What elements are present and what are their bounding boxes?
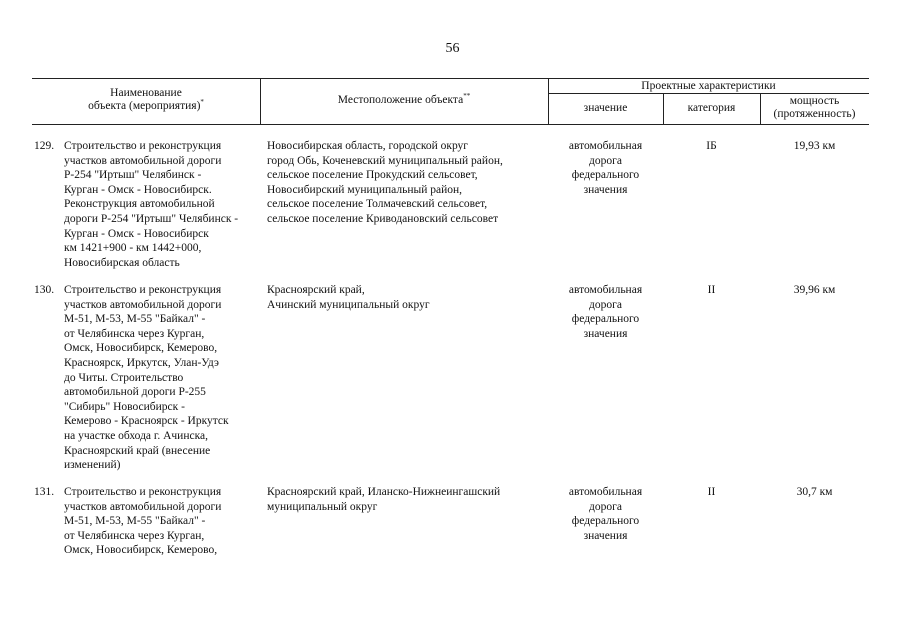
row-name: Строительство и реконструкция участков автомобильной дороги М-51, М-53, М-55 "Байкал" - от Челябинска через Курган, Омск, Новосибирск, Кемерово, Красноярск, Иркутск, Улан-Удэ до Читы. Строительство автомобильной дороги Р-255 "Сибирь" Новосибирск - Кемерово - Красноярск - Иркутск на участке обхода г. Ачинска, Красноярский край (внесение изменений)	[64, 284, 229, 472]
row-location: Красноярский край, Иланско-Нижнеингашский муниципальный округ	[267, 486, 501, 513]
header-location-text: Местоположение объекта	[337, 94, 464, 106]
header-location-footnote: **	[463, 92, 471, 101]
header-location	[260, 94, 548, 107]
row-name: Строительство и реконструкция участков автомобильной дороги М-51, М-53, М-55 "Байкал" - от Челябинска через Курган, Омск, Новосибирск, Кемерово,	[64, 486, 222, 557]
header-group-divider	[548, 93, 869, 94]
row-capacity: 30,7 км	[796, 486, 833, 498]
row-location: Новосибирская область, городской округ город Обь, Коченевский муниципальный район, сельское поселение Прокудский сельсовет, Новосибирский муниципальный район, сельское поселение Толмачевский сельсовет, сельское поселение Криводановский сельсовет	[267, 140, 503, 225]
row-number: 129.	[34, 140, 55, 152]
row-category: II	[707, 284, 716, 296]
header-group: Проектные характеристики	[641, 80, 776, 92]
page-number: 56	[445, 41, 460, 56]
row-capacity: 19,93 км	[793, 140, 836, 152]
header-category: категория	[687, 102, 736, 114]
header-bottom-border	[32, 124, 869, 125]
row-location: Красноярский край, Ачинский муниципальный округ	[267, 284, 430, 311]
row-number: 131.	[34, 486, 55, 498]
table-top-border	[32, 78, 869, 79]
row-value: автомобильная дорога федерального значения	[568, 284, 643, 340]
header-name-text: Наименование объекта (мероприятия)	[88, 87, 201, 112]
row-number: 130.	[34, 284, 55, 296]
row-value: автомобильная дорога федерального значения	[568, 486, 643, 542]
row-category: IБ	[706, 140, 717, 152]
row-capacity: 39,96 км	[793, 284, 836, 296]
row-category: II	[707, 486, 716, 498]
header-name	[32, 87, 260, 113]
row-name: Строительство и реконструкция участков автомобильной дороги Р-254 "Иртыш" Челябинск - Курган - Омск - Новосибирск. Реконструкция автомобильной дороги Р-254 "Иртыш" Челябинск - Курган - Омск - Новосибирск км 1421+900 - км 1442+000, Новосибирская область	[64, 140, 239, 269]
header-capacity: мощность (протяженность)	[773, 95, 856, 120]
header-name-footnote: *	[200, 98, 204, 107]
row-value: автомобильная дорога федерального значения	[568, 140, 643, 196]
header-value: значение	[583, 102, 628, 114]
